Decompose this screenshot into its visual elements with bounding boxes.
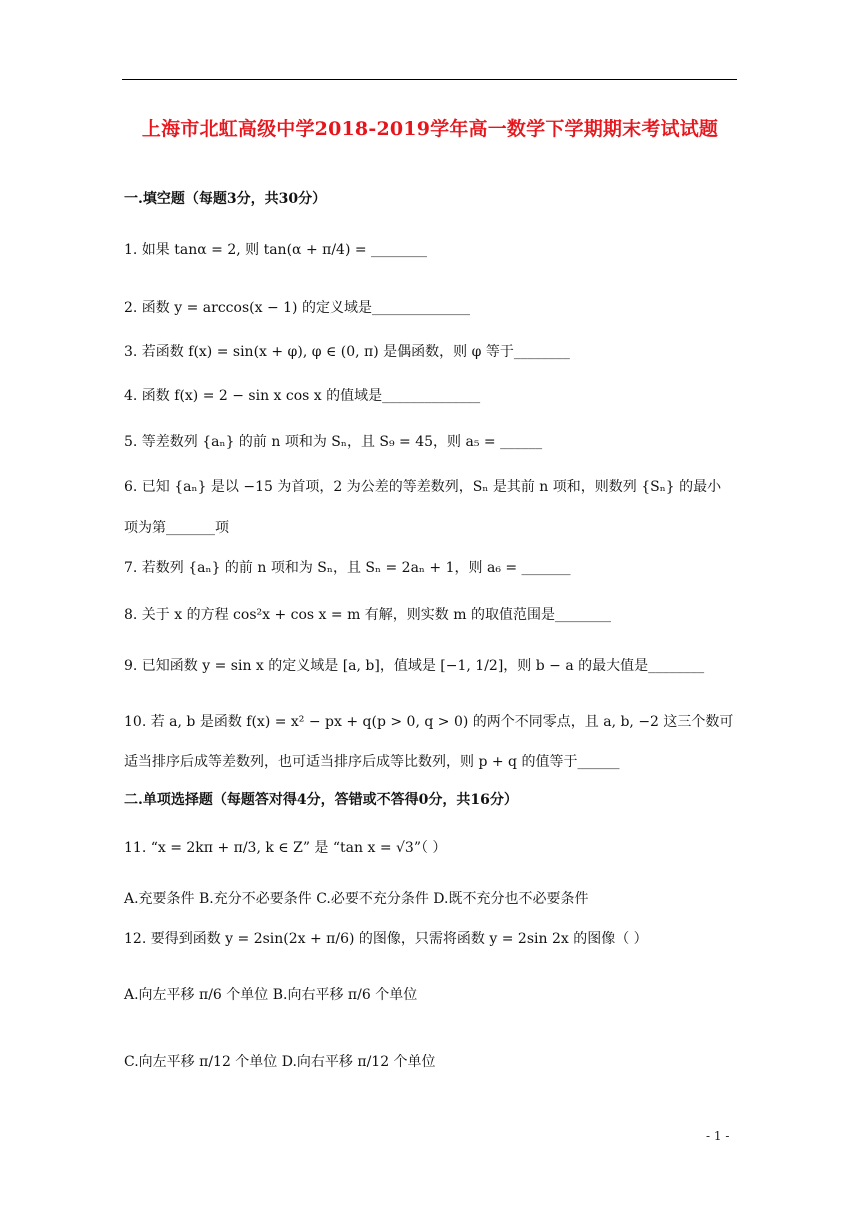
question-12-options-ab: A.向左平移 π/6 个单位 B.向右平移 π/6 个单位 xyxy=(124,987,418,1003)
question-7: 7. 若数列 {aₙ} 的前 n 项和为 Sₙ，且 Sₙ = 2aₙ + 1，则 a₆ = _______ xyxy=(124,560,571,576)
question-3: 3. 若函数 f(x) = sin(x + φ), φ ∈ (0, π) 是偶函数，则 φ 等于________ xyxy=(124,344,570,360)
question-11: 11. “x = 2kπ + π/3, k ∈ Z” 是 “tan x = √3”（ ） xyxy=(124,840,447,856)
section-heading-fill-in: 一.填空题（每题3分，共30分） xyxy=(124,191,327,207)
question-10-line-2: 适当排序后成等差数列，也可适当排序后成等比数列，则 p + q 的值等于______ xyxy=(124,754,620,770)
question-2: 2. 函数 y = arccos(x − 1) 的定义域是______________ xyxy=(124,300,470,316)
section-heading-multiple-choice: 二.单项选择题（每题答对得4分，答错或不答得0分，共16分） xyxy=(124,792,518,808)
question-12: 12. 要得到函数 y = 2sin(2x + π/6) 的图像，只需将函数 y = 2sin 2x 的图像（ ） xyxy=(124,931,648,947)
question-12-options-cd: C.向左平移 π/12 个单位 D.向右平移 π/12 个单位 xyxy=(124,1054,436,1070)
question-9: 9. 已知函数 y = sin x 的定义域是 [a, b]，值域是 [−1, 1/2]，则 b − a 的最大值是________ xyxy=(124,658,705,674)
page-number: - 1 - xyxy=(706,1129,730,1143)
header-rule xyxy=(122,79,737,80)
question-6-line-2: 项为第_______项 xyxy=(124,520,229,536)
question-4: 4. 函数 f(x) = 2 − sin x cos x 的值域是______________ xyxy=(124,388,481,404)
question-1: 1. 如果 tanα = 2, 则 tan(α + π/4) = ________ xyxy=(124,242,428,258)
question-5: 5. 等差数列 {aₙ} 的前 n 项和为 Sₙ，且 S₉ = 45，则 a₅ = ______ xyxy=(124,434,543,450)
question-10-line-1: 10. 若 a, b 是函数 f(x) = x² − px + q(p > 0, q > 0) 的两个不同零点，且 a, b, −2 这三个数可 xyxy=(124,714,734,730)
question-11-options: A.充要条件 B.充分不必要条件 C.必要不充分条件 D.既不充分也不必要条件 xyxy=(124,891,589,907)
page-title: 上海市北虹高级中学2018-2019学年高一数学下学期期末考试试题 xyxy=(141,118,719,140)
question-8: 8. 关于 x 的方程 cos²x + cos x = m 有解，则实数 m 的取值范围是________ xyxy=(124,607,611,623)
question-6-line-1: 6. 已知 {aₙ} 是以 −15 为首项，2 为公差的等差数列，Sₙ 是其前 n 项和，则数列 {Sₙ} 的最小 xyxy=(124,479,722,495)
